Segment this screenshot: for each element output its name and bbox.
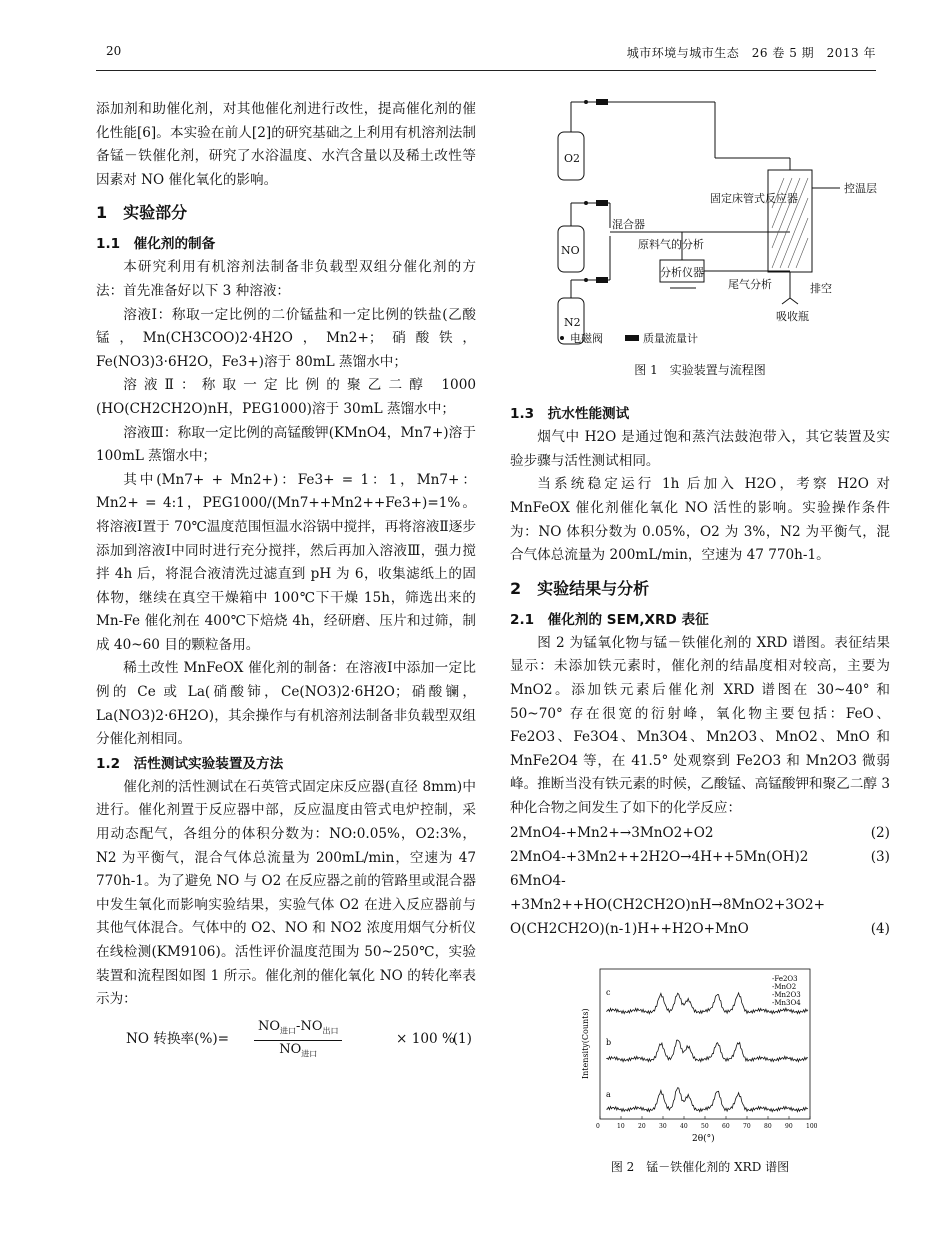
page-header — [96, 44, 876, 66]
vent-label: 排空 — [810, 282, 832, 295]
x-axis-label: 2θ(°) — [692, 1133, 715, 1144]
figure-2-caption: 图 2 锰－铁催化剂的 XRD 谱图 — [610, 1160, 790, 1175]
mfc-icon — [596, 99, 608, 105]
legend-entry-mn2o3: -Mn2O3 — [772, 990, 801, 999]
xrd-chart — [510, 959, 890, 1144]
valve-icon — [584, 278, 588, 282]
paragraph-water-resistance: 烟气中 H2O 是通过饱和蒸汽法鼓泡带入，其它装置及实验步骤与活性测试相同。 — [510, 429, 890, 469]
paragraph-activity-test: 催化剂的活性测试在石英管式固定床反应器(直径 8mm)中进行。催化剂置于反应器中部，反应温度由管式电炉控制，采用动态配气，各组分的体积分数为：NO:0.05%，O2:3%，N2 为平衡气，混合气体总流量为 200mL/min，空速为 47 770h-1。为了避免 NO 与 O2 在反应器之前的管路里或混合器中发生氧化而影响实验结果，实验气体 O2 在进入反应器前与其他气体混合。气体中的 O2、NO 和 NO2 浓度用烟气分析仪在线检测(KM9106)。活性评价温度范围为 50~250℃，实验装置和流程图如图 1 所示。催化剂的催化氧化 NO 的转化率表示为： — [96, 778, 476, 1008]
valve-icon — [584, 201, 588, 205]
mfc-icon — [596, 200, 608, 206]
x-tick-label: 50 — [701, 1122, 709, 1130]
xrd-series-a — [606, 1087, 808, 1111]
curve-label-b: b — [606, 1037, 612, 1047]
legend-entry-mn3o4: -Mn3O4 — [772, 998, 801, 1007]
intro-paragraph: 添加剂和助催化剂，对其他催化剂进行改性，提高催化剂的催化性能[6]。本实验在前人[2]的研究基础之上利用有机溶剂法制备锰－铁催化剂，研究了水浴温度、水汽含量以及稀土改性等因素对 NO 催化氧化的影响。 — [96, 101, 476, 188]
equation-3: 2MnO4-+3Mn2++2H2O→4H++5Mn(OH)2 (3) — [510, 848, 890, 865]
header-rule — [96, 70, 876, 71]
formula-denominator: $NO_{进口}$ — [279, 1042, 318, 1059]
formula-numerator: $NO_{进口}-NO_{出口}$ — [254, 1018, 342, 1042]
no-label: NO — [561, 244, 580, 257]
mixer-label: 混合器 — [612, 218, 645, 231]
page-number: 20 — [106, 44, 122, 58]
raw-gas-label: 原料气的分析 — [638, 238, 704, 251]
figure-1 — [510, 88, 890, 382]
paragraph-water-test: 当系统稳定运行 1h 后加入 H2O，考察 H2O 对 MnFeOX 催化剂催化氧化 NO 活性的影响。实验操作条件为：NO 体积分数为 0.05%，O2 为 3%，N2 为平衡气，混合气体总流量为 200mL/min，空速为 47 770h-1。 — [510, 476, 890, 564]
section-1-1-heading: 1.1 催化剂的制备 — [96, 236, 216, 253]
reactor-label: 固定床管式反应器 — [710, 192, 798, 205]
conversion-formula — [96, 1018, 476, 1068]
paragraph-procedure: 其中(Mn7+ + Mn2+)：Fe3+ = 1：1，Mn7+：Mn2+ = 4:1，PEG1000/(Mn7++Mn2++Fe3+)=1%。将溶液Ⅰ置于 70℃温度范围恒温水浴锅中搅拌，再将溶液Ⅱ逐步添加到溶液Ⅰ中同时进行充分搅拌，然后再加入溶液Ⅲ，强力搅拌 4h 后，将混合液清洗过滤直到 pH 为 6，收集滤纸上的固体物，继续在真空干燥箱中 100℃下干燥 15h，筛选出来的 Mn-Fe 催化剂在 400℃下焙烧 4h，经研磨、压片和过筛，制成 40~60 目的颗粒备用。 — [96, 471, 476, 653]
mfc-icon — [596, 277, 608, 283]
curve-label-a: a — [606, 1089, 611, 1099]
o2-label: O2 — [564, 152, 581, 165]
x-tick-label: 30 — [659, 1122, 667, 1130]
formula-fraction — [254, 1018, 342, 1064]
legend-entry-fe2o3: -Fe2O3 — [772, 974, 798, 983]
formula-number: (1) — [452, 1030, 472, 1047]
curve-label-c: c — [606, 987, 611, 997]
formula-tail: × 100 % — [396, 1030, 455, 1047]
x-tick-label: 10 — [617, 1122, 625, 1130]
right-column — [510, 88, 890, 1180]
figure-2 — [510, 959, 890, 1180]
figure-1-caption: 图 1 实验装置与流程图 — [634, 362, 766, 377]
section-2-heading: 2 实验结果与分析 — [510, 578, 650, 598]
legend-valve-icon — [560, 336, 564, 340]
equation-2: 2MnO4-+Mn2+→3MnO2+O2 (2) — [510, 824, 890, 841]
x-tick-label: 0 — [596, 1122, 600, 1130]
paragraph-solution-1: 溶液Ⅰ：称取一定比例的二价锰盐和一定比例的铁盐(乙酸锰，Mn(CH3COO)2·4H2O，Mn2+；硝酸铁，Fe(NO3)3·6H2O，Fe3+)溶于 80mL 蒸馏水中； — [96, 306, 476, 370]
x-tick-label: 60 — [722, 1122, 730, 1130]
absorber-label: 吸收瓶 — [776, 310, 809, 323]
x-tick-label: 40 — [680, 1122, 688, 1130]
equation-4-line-2: O(CH2CH2O)(n-1)H++H2O+MnO (4) — [510, 920, 890, 937]
legend-mfc-icon — [625, 335, 639, 341]
legend-valve-label: 电磁阀 — [570, 332, 603, 345]
section-1-heading: 1 实验部分 — [96, 203, 188, 223]
section-1-2-heading: 1.2 活性测试实验装置及方法 — [96, 755, 284, 772]
analyzer-label: 分析仪器 — [660, 266, 704, 279]
x-tick-label: 90 — [785, 1122, 793, 1130]
paragraph-xrd: 图 2 为锰氧化物与锰－铁催化剂的 XRD 谱图。表征结果显示：未添加铁元素时，催化剂的结晶度相对较高，主要为 MnO2。添加铁元素后催化剂 XRD 谱图在 30~40° 和 50~70° 存在很宽的衍射峰，氧化物主要包括：FeO、Fe2O3、Fe3O4、Mn3O4、Mn2O3、MnO2、MnO 和 MnFe2O4 等，在 41.5° 处观察到 Fe2O3 和 Mn2O3 微弱峰。推断当没有铁元素的时候，乙酸锰、高锰酸钾和聚乙二醇 3 种化合物之间发生了如下的化学反应： — [510, 634, 890, 816]
legend-mfc-label: 质量流量计 — [643, 332, 698, 345]
section-2-1-heading: 2.1 催化剂的 SEM,XRD 表征 — [510, 611, 709, 628]
x-tick-label: 20 — [638, 1122, 646, 1130]
equation-4-line-1: 6MnO4-+3Mn2++HO(CH2CH2O)nH→8MnO2+3O2+ — [510, 872, 826, 913]
y-axis-label: Intensity(Counts) — [581, 1007, 590, 1079]
formula-label: NO 转换率(%)= — [126, 1030, 230, 1047]
tail-gas-label: 尾气分析 — [728, 278, 772, 291]
xrd-legend — [772, 975, 801, 1007]
n2-label: N2 — [564, 316, 581, 329]
legend-entry-mno2: -MnO2 — [772, 982, 797, 991]
apparatus-diagram — [510, 88, 890, 350]
xrd-series-b — [606, 1037, 808, 1062]
paragraph-method: 本研究利用有机溶剂法制备非负载型双组分催化剂的方法：首先准备好以下 3 种溶液： — [96, 259, 476, 299]
valve-icon — [584, 100, 588, 104]
temp-layer-label: 控温层 — [844, 182, 877, 195]
journal-title: 城市环境与城市生态 26 卷 5 期 2013 年 — [626, 46, 876, 60]
paragraph-solution-3: 溶液Ⅲ：称取一定比例的高锰酸钾(KMnO4，Mn7+)溶于 100mL 蒸馏水中； — [96, 424, 476, 465]
left-column — [96, 98, 476, 1068]
x-tick-label: 100 — [806, 1122, 818, 1130]
x-tick-label: 80 — [764, 1122, 772, 1130]
section-1-3-heading: 1.3 抗水性能测试 — [510, 406, 630, 423]
paragraph-solution-2: 溶液Ⅱ：称取一定比例的聚乙二醇 1000 (HO(CH2CH2O)nH，PEG1000)溶于 30mL 蒸馏水中； — [96, 377, 476, 417]
paragraph-rare-earth: 稀土改性 MnFeOX 催化剂的制备：在溶液Ⅰ中添加一定比例的 Ce 或 La(硝酸铈，Ce(NO3)2·6H2O；硝酸镧，La(NO3)2·6H2O)，其余操作与有机溶剂法制备非负载型双组分催化剂相同。 — [96, 660, 476, 748]
x-tick-label: 70 — [743, 1122, 751, 1130]
